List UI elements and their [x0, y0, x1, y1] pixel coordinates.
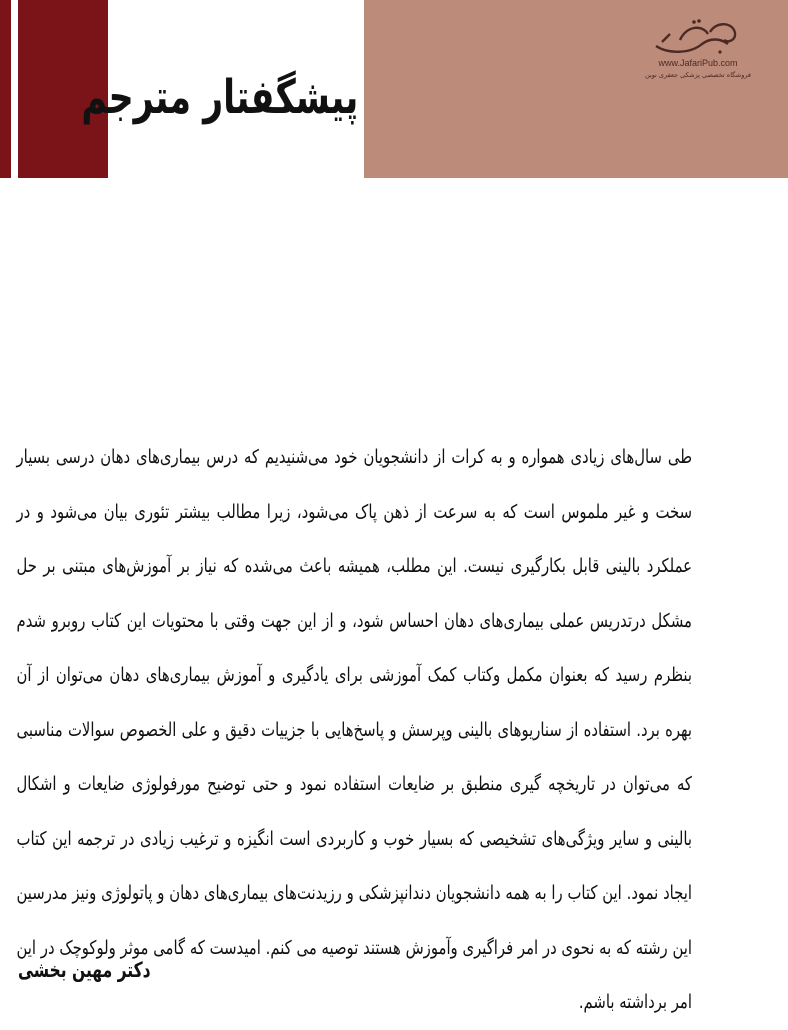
logo-panel — [364, 0, 788, 178]
publisher-url: www.JafariPub.com — [658, 58, 738, 68]
publisher-logo — [638, 18, 758, 79]
publisher-name: فروشگاه تخصصی پزشکی جعفری نوین — [644, 71, 752, 79]
decorative-bar-thin — [0, 0, 11, 178]
decorative-gap — [11, 0, 18, 178]
preface-paragraph: طی سال‌های زیادی همواره و به کرات از دانشجویان خود می‌شنیدیم که درس بیماری‌های دهان درسی بسیار سخت و غیر ملموس است که به سرعت از ذهن پاک می‌شود، زیرا مطالب بیشتر تئوری بیان می‌شود و در عملکرد بالینی قابل بکارگیری نیست. این مطلب، همیشه باعث می‌شده که نیاز بر آموزش‌های مبتنی بر حل مشکل درتدریس عملی بیماری‌های دهان احساس شود، و از این جهت وقتی با محتویات این کتاب روبرو شدم بنظرم رسید که بعنوان مکمل وکتاب کمک آموزشی برای یادگیری و آموزش بیماری‌های دهان می‌توان از آن بهره برد. استفاده از سناریوهای بالینی وپرسش و پاسخ‌هایی با جزییات دقیق و علی الخصوص سوالات مناسبی که می‌توان در تاریخچه گیری منطبق بر ضایعات استفاده نمود و حتی توضیح مورفولوژی ضایعات و اشکال بالینی و سایر ویژگی‌های تشخیصی که بسیار خوب و کاربردی است انگیزه و ترغیب زیادی در ترجمه این کتاب ایجاد نمود. این کتاب را به همه دانشجویان دندانپزشکی و رزیدنت‌های بیماری‌های دهان و پاتولوژی ونیز مدرسین این رشته که به نحوی در امر فراگیری وآموزش هستند توصیه می کنم. امیدست که گامی موثر ولوکوچک در این امر برداشته باشم. — [16, 446, 692, 1013]
page-header — [0, 0, 788, 178]
title-box — [80, 0, 364, 178]
publisher-logo-icon — [650, 18, 746, 58]
page-title: پیشگفتار مترجم — [80, 70, 358, 125]
translator-signature: دکتر مهین بخشی — [18, 958, 151, 982]
